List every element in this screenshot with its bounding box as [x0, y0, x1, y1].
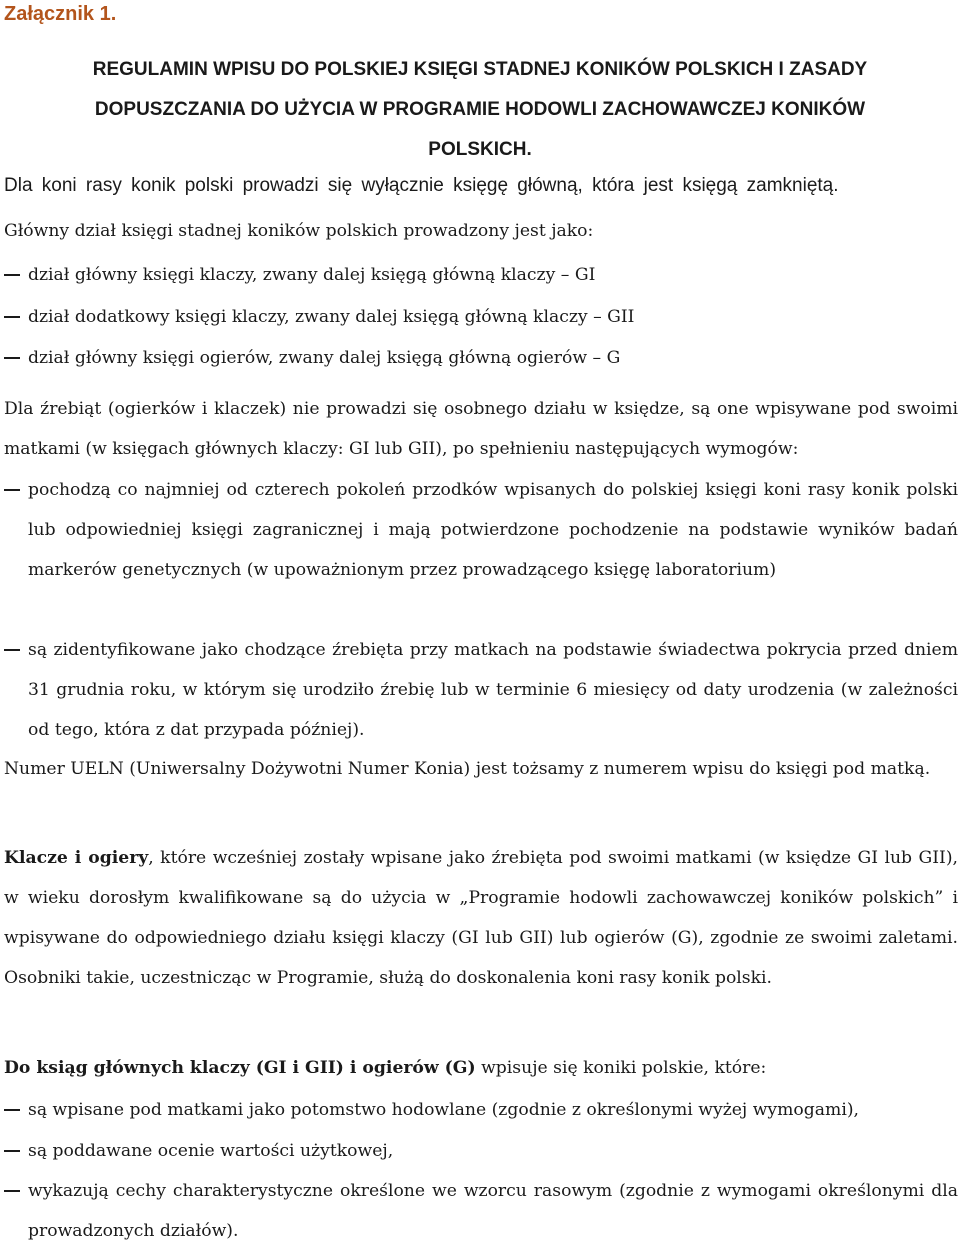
list-item: [4, 255, 958, 295]
main-books-requirement-text: są poddawane ocenie wartości użytkowej,: [28, 1141, 394, 1161]
dash-bullet: [4, 316, 20, 318]
list-item: [4, 297, 958, 337]
dash-bullet: [4, 1109, 20, 1111]
dash-bullet: [4, 489, 20, 491]
list-item: [4, 1131, 958, 1171]
main-books-bold-lead: Do ksiąg głównych klaczy (GI i GII) i ogierów (G): [4, 1058, 476, 1078]
adults-paragraph: [4, 838, 958, 998]
section-gi-text: dział główny księgi klaczy, zwany dalej księgą główną klaczy – GI: [28, 265, 596, 285]
dash-bullet: [4, 1150, 20, 1152]
annex-label: Załącznik 1.: [4, 3, 117, 25]
main-books-requirement-text: wykazują cechy charakterystyczne określone we wzorcu rasowym (zgodnie z wymogami określonymi dla prowadzonych działów).: [28, 1181, 958, 1241]
list-item: [4, 470, 958, 630]
list-item: [4, 338, 958, 378]
foals-paragraph: Dla źrebiąt (ogierków i klaczek) nie prowadzi się osobnego działu w księdze, są one wpisywane pod swoimi matkami (w księgach głównych klaczy: GI lub GII), po spełnieniu następujących wymogów:: [4, 399, 958, 459]
ueln-paragraph: Numer UELN (Uniwersalny Dożywotni Numer Konia) jest tożsamy z numerem wpisu do księgi pod matką.: [4, 759, 931, 779]
dash-bullet: [4, 649, 20, 651]
intro-paragraph: Dla koni rasy konik polski prowadzi się wyłącznie księgę główną, która jest księgą zamkniętą.: [4, 175, 839, 196]
list-item: [4, 630, 958, 750]
main-books-requirement-text: są wpisane pod matkami jako potomstwo hodowlane (zgodnie z określonymi wyżej wymogami),: [28, 1100, 859, 1120]
main-section-lead: Główny dział księgi stadnej koników polskich prowadzony jest jako:: [4, 221, 594, 241]
list-item: [4, 1171, 958, 1245]
section-gii-text: dział dodatkowy księgi klaczy, zwany dalej księgą główną klaczy – GII: [28, 307, 635, 327]
main-books-text: wpisuje się koniki polskie, które:: [475, 1058, 767, 1078]
dash-bullet: [4, 1190, 20, 1192]
dash-bullet: [4, 357, 20, 359]
main-books-paragraph: [4, 1048, 958, 1088]
document-title: REGULAMIN WPISU DO POLSKIEJ KSIĘGI STADNEJ KONIKÓW POLSKICH I ZASADY DOPUSZCZANIA DO UŻYCIA W PROGRAMIE HODOWLI ZACHOWAWCZEJ KONIKÓW POLSKICH.: [92, 59, 868, 160]
section-g-text: dział główny księgi ogierów, zwany dalej księgą główną ogierów – G: [28, 348, 621, 368]
dash-bullet: [4, 274, 20, 276]
foal-requirement-text: pochodzą co najmniej od czterech pokoleń przodków wpisanych do polskiej księgi koni rasy konik polski lub odpowiedniej księgi zagranicznej i mają potwierdzone pochodzenie na podstawie wyników badań markerów genetycznych (w upoważnionym przez prowadzącego księgę laboratorium): [28, 480, 958, 580]
foal-requirement-text: są zidentyfikowane jako chodzące źrebięta przy matkach na podstawie świadectwa pokrycia przed dniem 31 grudnia roku, w którym się urodziło źrebię lub w terminie 6 miesięcy od daty urodzenia (w zależności od tego, która z dat przypada później).: [28, 640, 958, 740]
adults-text: , które wcześniej zostały wpisane jako źrebięta pod swoimi matkami (w księdze GI lub GII), w wieku dorosłym kwalifikowane są do użycia w „Programie hodowli zachowawczej koników polskich” i wpisywane do odpowiedniego działu księgi klaczy (GI lub GII) lub ogierów (G), zgodnie ze swoimi zaletami. Osobniki takie, uczestnicząc w Programie, służą do doskonalenia koni rasy konik polski.: [4, 848, 958, 988]
list-item: [4, 1090, 958, 1130]
adults-bold-lead: Klacze i ogiery: [4, 848, 149, 868]
